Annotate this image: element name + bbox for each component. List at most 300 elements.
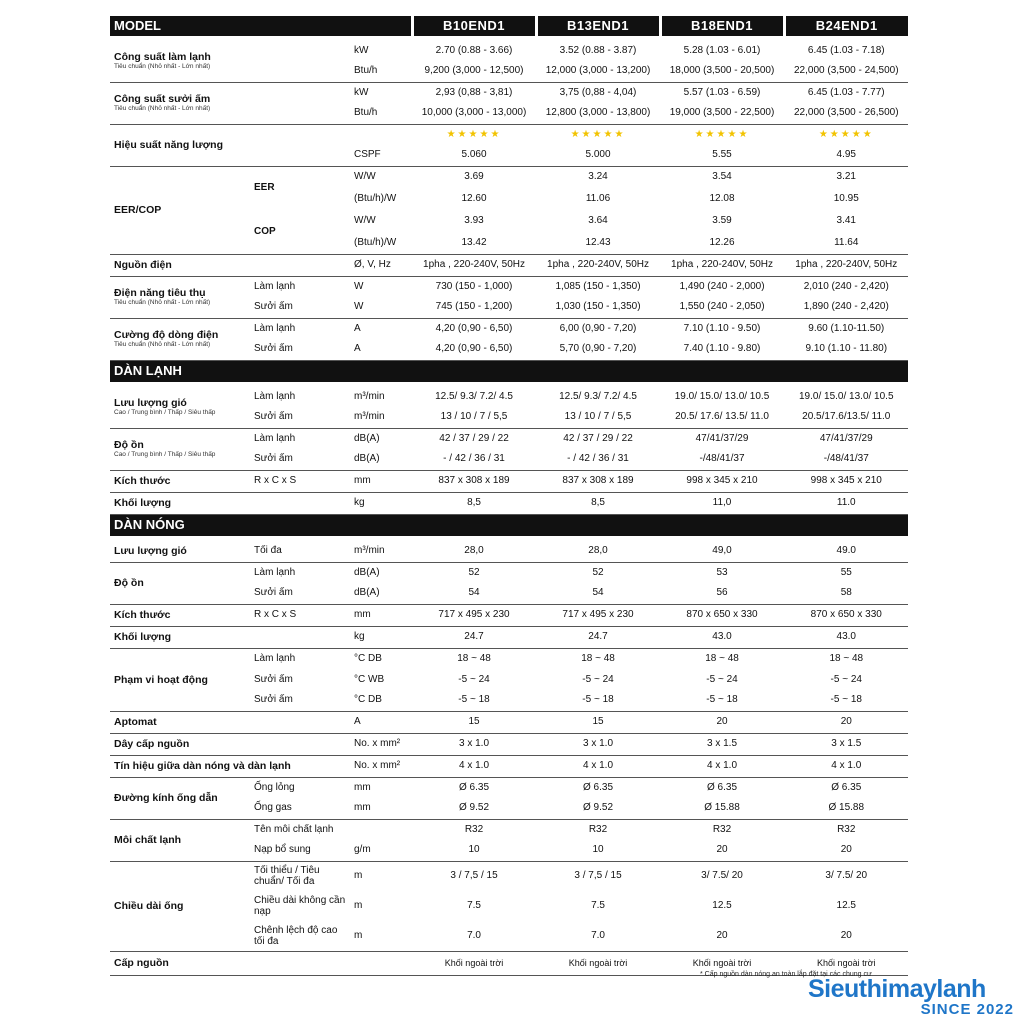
value-cell: 47/41/37/29: [784, 428, 908, 449]
unit-cell: mm: [354, 781, 371, 793]
row-label: [110, 777, 250, 819]
value-cell: 717 x 495 x 230: [412, 604, 536, 626]
unit-cell: W: [354, 280, 364, 292]
value-cell: Khối ngoài trời: [536, 951, 660, 975]
row-label-text: Tín hiệu giữa dàn nóng và dàn lạnh: [114, 760, 291, 772]
value-cell: -/48/41/37: [784, 449, 908, 470]
row-label: [110, 276, 250, 318]
value-cell: Ø 6.35: [412, 777, 536, 798]
unit-cell: °C DB: [354, 652, 382, 664]
unit-cell: CSPF: [350, 145, 412, 166]
value-cell: 1pha , 220-240V, 50Hz: [536, 254, 660, 276]
value-cell: 1,085 (150 - 1,350): [536, 276, 660, 297]
value-cell: 42 / 37 / 29 / 22: [412, 428, 536, 449]
value-cell: -5 ~ 24: [412, 669, 536, 690]
row-label-text: Lưu lượng gió: [114, 544, 187, 557]
value-cell: -5 ~ 24: [660, 669, 784, 690]
value-cell: 12.26: [660, 232, 784, 254]
mode-cell: Ống gas: [250, 798, 350, 819]
value-cell: 3/ 7.5/ 20: [660, 861, 784, 891]
table-row: [110, 733, 908, 755]
value-cell: 20.5/17.6/13.5/ 11.0: [784, 407, 908, 428]
value-cell: 3.24: [536, 166, 660, 188]
value-cell: 745 (150 - 1,200): [412, 297, 536, 318]
unit-cell: m³/min: [350, 407, 412, 428]
value-cell: 4,20 (0,90 - 6,50): [412, 339, 536, 360]
value-cell: R32: [784, 819, 908, 840]
value-cell: 870 x 650 x 330: [784, 604, 908, 626]
value-cell: -/48/41/37: [660, 449, 784, 470]
value-cell: -5 ~ 18: [536, 690, 660, 711]
row-label-text: Hiệu suất năng lượng: [114, 139, 223, 151]
table-row: [110, 470, 908, 492]
value-cell: 7.40 (1.10 - 9.80): [660, 339, 784, 360]
row-label: [110, 40, 350, 82]
model-header: MODEL: [110, 16, 412, 36]
unit-cell: °C DB: [350, 690, 412, 711]
value-cell: Ø 9.52: [536, 798, 660, 819]
unit-cell: mm: [350, 798, 412, 819]
table-row: [110, 254, 908, 276]
row-label-note: Cao / Trung bình / Thấp / Siêu thấp: [114, 451, 216, 458]
mode-cell: Sưởi ấm: [250, 690, 350, 711]
value-cell: 49,0: [660, 540, 784, 562]
value-cell: 28,0: [412, 540, 536, 562]
row-label-text: Kích thước: [114, 609, 171, 621]
row-label: [110, 470, 250, 492]
value-cell: 4,20 (0,90 - 6,50): [412, 318, 536, 339]
value-cell: 24.7: [536, 626, 660, 648]
unit-cell: mm: [350, 470, 412, 492]
mode-cell: Làm lạnh: [254, 652, 296, 664]
value-cell: 5.57 (1.03 - 6.59): [660, 82, 784, 103]
unit-cell: (Btu/h)/W: [354, 193, 397, 204]
value-cell: 870 x 650 x 330: [660, 604, 784, 626]
unit-cell: mm: [350, 604, 412, 626]
value-cell: 7.0: [536, 921, 660, 951]
unit-cell: No. x mm²: [350, 755, 412, 777]
value-cell: 11,0: [660, 492, 784, 514]
value-cell: 1pha , 220-240V, 50Hz: [784, 254, 908, 276]
mode-cell: R x C x S: [250, 470, 350, 492]
value-cell: 3 x 1.5: [660, 733, 784, 755]
unit-cell: kg: [350, 492, 412, 514]
mode-cell: Nạp bổ sung: [250, 840, 350, 861]
brand-logo: [808, 976, 1018, 1018]
model-name: B10END1: [412, 16, 536, 36]
unit-cell: dB(A): [354, 566, 380, 578]
row-label-text: Khối lượng: [114, 497, 172, 509]
value-cell: 3.52 (0.88 - 3.87): [536, 40, 660, 61]
value-cell: 18,000 (3,500 - 20,500): [660, 61, 784, 82]
row-label-text: Phạm vi hoạt động: [114, 673, 208, 686]
row-label-text: Đường kính ống dẫn: [114, 792, 218, 804]
row-label-note: Tiêu chuẩn (Nhỏ nhất - Lớn nhất): [114, 341, 211, 348]
value-cell: 42 / 37 / 29 / 22: [536, 428, 660, 449]
table-row: [110, 755, 908, 777]
unit-cell: kg: [350, 626, 412, 648]
table-row: [110, 711, 908, 733]
value-cell: 10.95: [784, 188, 908, 210]
value-cell: 1,490 (240 - 2,000): [660, 276, 784, 297]
model-name: B18END1: [660, 16, 784, 36]
table-row: [110, 82, 908, 103]
mode-cell: Sưởi ấm: [254, 673, 293, 685]
value-cell: 4 x 1.0: [536, 755, 660, 777]
unit-cell: m³/min: [354, 390, 385, 402]
unit-cell: A: [354, 322, 361, 334]
row-label-text: Độ ồn: [114, 439, 144, 451]
value-cell: 1,030 (150 - 1,350): [536, 297, 660, 318]
unit-cell: W/W: [354, 215, 376, 226]
mode-cell: Làm lạnh: [254, 432, 296, 444]
value-cell: R32: [660, 819, 784, 840]
value-cell: 11.0: [784, 492, 908, 514]
value-cell: 20: [660, 921, 784, 951]
value-cell: 3.64: [536, 210, 660, 232]
row-label-text: Điện năng tiêu thụ: [114, 287, 206, 299]
value-cell: 55: [784, 562, 908, 583]
value-cell: 20: [784, 840, 908, 861]
value-cell: 8,5: [536, 492, 660, 514]
unit-cell: (Btu/h)/W: [350, 232, 412, 254]
mode-cell: Sưởi ấm: [250, 407, 350, 428]
value-cell: 3.21: [784, 166, 908, 188]
value-cell: 19.0/ 15.0/ 13.0/ 10.5: [660, 386, 784, 407]
value-cell: 10,000 (3,000 - 13,000): [412, 103, 536, 124]
unit-cell: [350, 124, 412, 145]
value-cell: 6.45 (1.03 - 7.77): [784, 82, 908, 103]
value-cell: 10: [536, 840, 660, 861]
value-cell: 13 / 10 / 7 / 5,5: [412, 407, 536, 428]
value-cell: 12.5/ 9.3/ 7.2/ 4.5: [536, 386, 660, 407]
model-name: B13END1: [536, 16, 660, 36]
row-label: [110, 124, 350, 166]
unit-cell: [350, 819, 412, 840]
value-cell: 3.69: [412, 166, 536, 188]
value-cell: 837 x 308 x 189: [536, 470, 660, 492]
table-row: [110, 16, 908, 36]
mode-cell: Làm lạnh: [254, 322, 296, 334]
unit-cell: °C WB: [354, 673, 385, 685]
unit-cell: m³/min: [350, 540, 412, 562]
table-row: [110, 861, 908, 891]
value-cell: -5 ~ 18: [660, 690, 784, 711]
row-label-text: Chiều dài ống: [114, 900, 184, 912]
value-cell: 3 / 7,5 / 15: [536, 861, 660, 891]
value-cell: 12.60: [412, 188, 536, 210]
value-cell: 3,75 (0,88 - 4,04): [536, 82, 660, 103]
value-cell: 22,000 (3,500 - 24,500): [784, 61, 908, 82]
value-cell: 6,00 (0,90 - 7,20): [536, 318, 660, 339]
section-title: DÀN NÓNG: [110, 514, 908, 536]
value-cell: Ø 9.52: [412, 798, 536, 819]
value-cell: 5.000: [536, 145, 660, 166]
table-row: [110, 492, 908, 514]
value-cell: 5.55: [660, 145, 784, 166]
value-cell: 4 x 1.0: [660, 755, 784, 777]
value-cell: 20.5/ 17.6/ 13.5/ 11.0: [660, 407, 784, 428]
value-cell: 20: [784, 711, 908, 733]
table-row: [110, 604, 908, 626]
value-cell: 717 x 495 x 230: [536, 604, 660, 626]
value-cell: 12.5: [660, 891, 784, 921]
unit-cell: g/m: [350, 840, 412, 861]
value-cell: 15: [412, 711, 536, 733]
value-cell: 4 x 1.0: [784, 755, 908, 777]
value-cell: 837 x 308 x 189: [412, 470, 536, 492]
value-cell: 11.06: [536, 188, 660, 210]
value-cell: 56: [660, 583, 784, 604]
value-cell: 1,550 (240 - 2,050): [660, 297, 784, 318]
row-label-note: Tiêu chuẩn (Nhỏ nhất - Lớn nhất): [114, 105, 211, 112]
unit-cell: A: [350, 711, 412, 733]
row-label-text: Dây cấp nguồn: [114, 738, 190, 750]
mode-cell: Chiều dài không cần nạp: [254, 895, 346, 917]
row-label-note: Cao / Trung bình / Thấp / Siêu thấp: [114, 408, 216, 416]
mode-cell: Sưởi ấm: [250, 449, 350, 470]
rating-stars: ★★★★★: [660, 124, 784, 145]
value-cell: 12.43: [536, 232, 660, 254]
brand-since: SINCE 2022: [920, 1001, 1014, 1018]
row-label-text: Môi chất lạnh: [114, 834, 182, 846]
eer-label: EER: [254, 182, 275, 194]
value-cell: 13 / 10 / 7 / 5,5: [536, 407, 660, 428]
row-label: [110, 711, 250, 733]
value-cell: 3.54: [660, 166, 784, 188]
mode-cell: Ống lỏng: [254, 781, 295, 793]
row-label-text: EER/COP: [114, 204, 162, 216]
row-label: [110, 386, 250, 428]
unit-cell: W: [350, 297, 412, 318]
value-cell: 3 x 1.0: [412, 733, 536, 755]
value-cell: 19,000 (3,500 - 22,500): [660, 103, 784, 124]
row-label-text: Công suất sưởi ấm: [114, 93, 211, 105]
value-cell: 54: [536, 583, 660, 604]
value-cell: 20: [660, 711, 784, 733]
table-row: [110, 318, 908, 339]
value-cell: 43.0: [784, 626, 908, 648]
value-cell: 24.7: [412, 626, 536, 648]
row-label: [110, 254, 250, 276]
row-label-text: Cường độ dòng điện: [114, 329, 219, 341]
table-row: [110, 540, 908, 562]
row-label: [110, 755, 291, 777]
unit-cell: No. x mm²: [350, 733, 412, 755]
value-cell: 12.5/ 9.3/ 7.2/ 4.5: [412, 386, 536, 407]
unit-cell: dB(A): [354, 432, 380, 444]
value-cell: 3.41: [784, 210, 908, 232]
value-cell: 12,800 (3,000 - 13,800): [536, 103, 660, 124]
value-cell: Khối ngoài trời: [784, 951, 908, 975]
value-cell: R32: [412, 819, 536, 840]
value-cell: -5 ~ 18: [412, 690, 536, 711]
value-cell: -5 ~ 18: [784, 690, 908, 711]
footnote: * Cấp nguồn dàn nóng an toàn lắp đặt tại các chung cư: [700, 971, 872, 978]
value-cell: 13.42: [412, 232, 536, 254]
value-cell: 3 x 1.0: [536, 733, 660, 755]
value-cell: 10: [412, 840, 536, 861]
value-cell: 998 x 345 x 210: [660, 470, 784, 492]
value-cell: 9,200 (3,000 - 12,500): [412, 61, 536, 82]
value-cell: 54: [412, 583, 536, 604]
row-label: [110, 626, 250, 648]
value-cell: - / 42 / 36 / 31: [536, 449, 660, 470]
value-cell: 19.0/ 15.0/ 13.0/ 10.5: [784, 386, 908, 407]
brand-name: Sieuthimaylanh: [808, 975, 986, 1003]
value-cell: 3.93: [412, 210, 536, 232]
row-label-text: Kích thước: [114, 475, 171, 487]
table-row: [110, 40, 908, 61]
rating-stars: ★★★★★: [412, 124, 536, 145]
value-cell: -5 ~ 24: [536, 669, 660, 690]
value-cell: 3 x 1.5: [784, 733, 908, 755]
value-cell: 1,890 (240 - 2,420): [784, 297, 908, 318]
row-label: [110, 166, 250, 254]
mode-cell: Sưởi ấm: [250, 297, 350, 318]
unit-cell: dB(A): [350, 583, 412, 604]
value-cell: 998 x 345 x 210: [784, 470, 908, 492]
value-cell: Ø 15.88: [660, 798, 784, 819]
unit-cell: m: [354, 870, 363, 882]
value-cell: 9.10 (1.10 - 11.80): [784, 339, 908, 360]
value-cell: 9.60 (1.10-11.50): [784, 318, 908, 339]
section-title: DÀN LẠNH: [110, 360, 908, 382]
unit-cell: Btu/h: [350, 61, 412, 82]
unit-cell: dB(A): [350, 449, 412, 470]
row-label: [110, 82, 350, 124]
rating-stars: ★★★★★: [536, 124, 660, 145]
value-cell: 12,000 (3,000 - 13,200): [536, 61, 660, 82]
value-cell: 18 ~ 48: [660, 648, 784, 669]
row-label-text: Độ ồn: [114, 577, 144, 589]
row-label-text: Aptomat: [114, 716, 157, 728]
value-cell: 28,0: [536, 540, 660, 562]
row-label: [110, 540, 250, 562]
value-cell: 3.59: [660, 210, 784, 232]
value-cell: 2,010 (240 - 2,420): [784, 276, 908, 297]
unit-cell: A: [350, 339, 412, 360]
value-cell: Ø 6.35: [660, 777, 784, 798]
mode-cell: R x C x S: [250, 604, 350, 626]
table-row: [110, 124, 908, 145]
mode-cell: Chênh lệch độ cao tối đa: [250, 921, 350, 951]
value-cell: 15: [536, 711, 660, 733]
model-name: B24END1: [784, 16, 908, 36]
table-row: [110, 166, 908, 188]
value-cell: 6.45 (1.03 - 7.18): [784, 40, 908, 61]
row-label-text: Cấp nguồn: [114, 957, 169, 969]
unit-cell: W/W: [354, 171, 376, 183]
unit-cell: m: [354, 900, 363, 911]
value-cell: 4 x 1.0: [412, 755, 536, 777]
value-cell: Ø 6.35: [784, 777, 908, 798]
row-label: [110, 492, 250, 514]
table-row: [110, 626, 908, 648]
value-cell: 12.5: [784, 891, 908, 921]
value-cell: 18 ~ 48: [412, 648, 536, 669]
mode-cell: Làm lạnh: [254, 566, 296, 578]
value-cell: 49.0: [784, 540, 908, 562]
mode-cell: Tối đa: [250, 540, 350, 562]
value-cell: 2,93 (0,88 - 3,81): [412, 82, 536, 103]
spec-table: [110, 16, 908, 976]
mode-cell: Tối thiểu / Tiêu chuẩn/ Tối đa: [254, 865, 320, 888]
row-label-note: Tiêu chuẩn (Nhỏ nhất - Lớn nhất): [114, 62, 211, 70]
row-label-note: Tiêu chuẩn (Nhỏ nhất - Lớn nhất): [114, 299, 211, 306]
value-cell: 1pha , 220-240V, 50Hz: [412, 254, 536, 276]
value-cell: 11.64: [784, 232, 908, 254]
value-cell: 5,70 (0,90 - 7,20): [536, 339, 660, 360]
value-cell: -5 ~ 24: [784, 669, 908, 690]
mode-cell: [250, 626, 350, 648]
value-cell: 58: [784, 583, 908, 604]
value-cell: - / 42 / 36 / 31: [412, 449, 536, 470]
mode-cell: [250, 951, 350, 975]
row-label: [110, 318, 250, 360]
mode-cell: Tên môi chất lạnh: [254, 823, 334, 835]
value-cell: 53: [660, 562, 784, 583]
table-row: [110, 648, 908, 669]
value-cell: 20: [784, 921, 908, 951]
row-label-text: Nguồn điện: [114, 259, 172, 271]
value-cell: 7.5: [536, 891, 660, 921]
rating-stars: ★★★★★: [784, 124, 908, 145]
table-row: [110, 276, 908, 297]
row-label: [110, 428, 250, 470]
value-cell: Ø 15.88: [784, 798, 908, 819]
value-cell: 7.5: [412, 891, 536, 921]
table-row: [110, 819, 908, 840]
table-row: [110, 360, 908, 382]
value-cell: 43.0: [660, 626, 784, 648]
row-label-text: Công suất làm lạnh: [114, 50, 211, 63]
value-cell: 18 ~ 48: [536, 648, 660, 669]
value-cell: 12.08: [660, 188, 784, 210]
spec-sheet: [110, 16, 908, 976]
row-label-text: Lưu lượng gió: [114, 396, 187, 409]
row-label: [110, 648, 250, 711]
value-cell: R32: [536, 819, 660, 840]
unit-cell: m: [350, 921, 412, 951]
mode-cell: [250, 711, 350, 733]
value-cell: Ø 6.35: [536, 777, 660, 798]
value-cell: 7.0: [412, 921, 536, 951]
table-row: [110, 777, 908, 798]
row-label: [110, 819, 250, 861]
value-cell: 22,000 (3,500 - 26,500): [784, 103, 908, 124]
table-row: [110, 562, 908, 583]
row-label: [110, 733, 250, 755]
table-row: [110, 428, 908, 449]
value-cell: 18 ~ 48: [784, 648, 908, 669]
mode-cell: Sưởi ấm: [250, 583, 350, 604]
value-cell: 7.10 (1.10 - 9.50): [660, 318, 784, 339]
mode-cell: Làm lạnh: [254, 390, 296, 402]
unit-cell: Ø, V, Hz: [350, 254, 412, 276]
mode-cell: Làm lạnh: [254, 280, 296, 292]
mode-cell: [250, 492, 350, 514]
value-cell: 5.28 (1.03 - 6.01): [660, 40, 784, 61]
value-cell: 47/41/37/29: [660, 428, 784, 449]
unit-cell: [350, 951, 412, 975]
value-cell: 5.060: [412, 145, 536, 166]
row-label: [110, 604, 250, 626]
mode-cell: [250, 733, 350, 755]
table-row: [110, 514, 908, 536]
value-cell: Khối ngoài trời: [660, 951, 784, 975]
cop-label: COP: [250, 210, 350, 254]
